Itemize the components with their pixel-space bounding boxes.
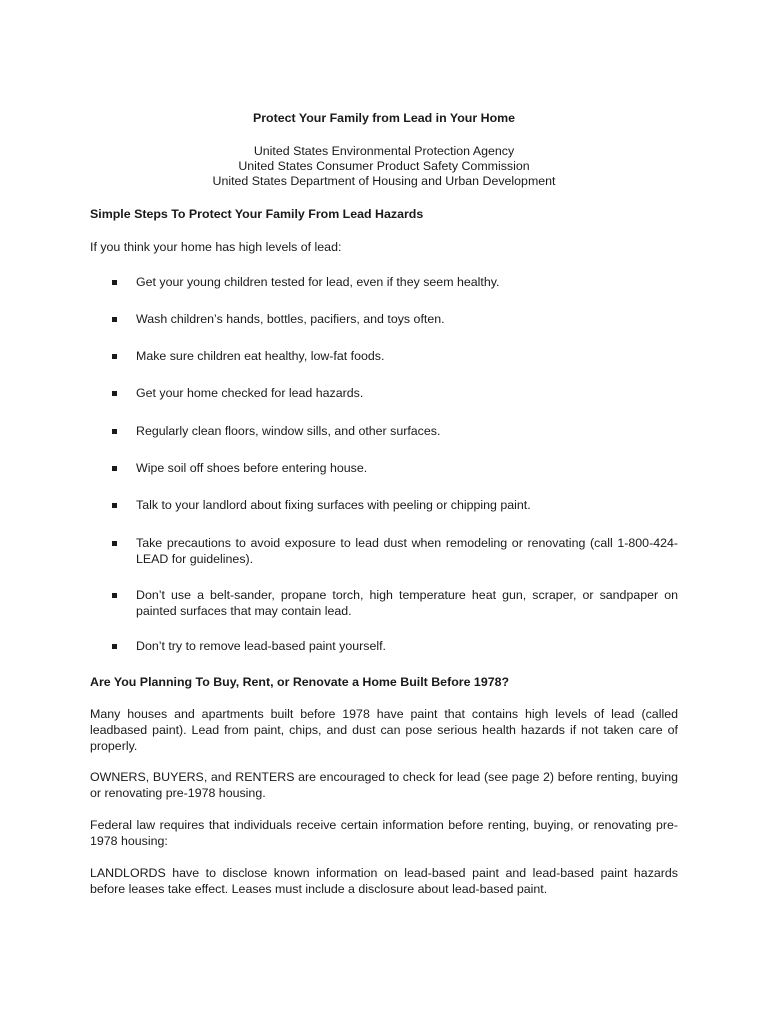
list-item [112, 274, 678, 290]
paragraph: OWNERS, BUYERS, and RENTERS are encouraged to check for lead (see page 2) before renting, buying or renovating pre-1978 housing. [90, 770, 678, 800]
agency-list [0, 144, 768, 189]
list-item [112, 535, 678, 567]
bullet-marker [112, 466, 117, 471]
list-item [112, 638, 678, 654]
bullet-marker [112, 391, 117, 396]
list-item-text: Wash children’s hands, bottles, pacifiers, and toys often. [136, 312, 445, 326]
agency-name: United States Department of Housing and Urban Development [212, 174, 556, 188]
list-item-text: Make sure children eat healthy, low-fat foods. [136, 349, 385, 363]
bullet-marker [112, 429, 117, 434]
section-heading-buy-rent-renovate: Are You Planning To Buy, Rent, or Renovate a Home Built Before 1978? [90, 675, 510, 689]
list-item-text: Don’t use a belt-sander, propane torch, high temperature heat gun, scraper, or sandpaper on painted surfaces that may contain lead. [136, 588, 678, 618]
list-item [112, 497, 678, 513]
paragraph: LANDLORDS have to disclose known information on lead-based paint and lead-based paint hazards before leases take effect. Leases must include a disclosure about lead-based paint. [90, 866, 678, 896]
bullet-marker [112, 593, 117, 598]
bullet-marker [112, 503, 117, 508]
list-item [112, 348, 678, 364]
bullet-marker [112, 644, 117, 649]
list-item-text: Talk to your landlord about fixing surfaces with peeling or chipping paint. [136, 498, 531, 512]
list-item [112, 311, 678, 327]
list-item-text: Regularly clean floors, window sills, and other surfaces. [136, 424, 441, 438]
list-item [112, 423, 678, 439]
document-title: Protect Your Family from Lead in Your Home [252, 111, 516, 125]
section-intro: If you think your home has high levels of lead: [90, 240, 342, 254]
agency-name: United States Consumer Product Safety Commission [238, 159, 530, 173]
bullet-marker [112, 317, 117, 322]
list-item [112, 385, 678, 401]
list-item-text: Take precautions to avoid exposure to lead dust when remodeling or renovating (call 1-800-424-LEAD for guidelines). [136, 536, 678, 566]
list-item [112, 587, 678, 619]
agency-name: United States Environmental Protection Agency [253, 144, 515, 158]
bullet-marker [112, 354, 117, 359]
list-item-text: Get your young children tested for lead, even if they seem healthy. [136, 275, 500, 289]
list-item-text: Get your home checked for lead hazards. [136, 386, 364, 400]
list-item-text: Wipe soil off shoes before entering house. [136, 461, 368, 475]
bullet-marker [112, 280, 117, 285]
bullet-marker [112, 541, 117, 546]
paragraph: Federal law requires that individuals receive certain information before renting, buying, or renovating pre-1978 housing: [90, 818, 678, 848]
list-item-text: Don’t try to remove lead-based paint yourself. [136, 639, 387, 653]
section-heading-simple-steps: Simple Steps To Protect Your Family From Lead Hazards [90, 207, 424, 221]
list-item [112, 460, 678, 476]
paragraph: Many houses and apartments built before 1978 have paint that contains high levels of lead (called leadbased paint). Lead from paint, chips, and dust can pose serious health hazards if not taken care of properly. [90, 707, 678, 753]
